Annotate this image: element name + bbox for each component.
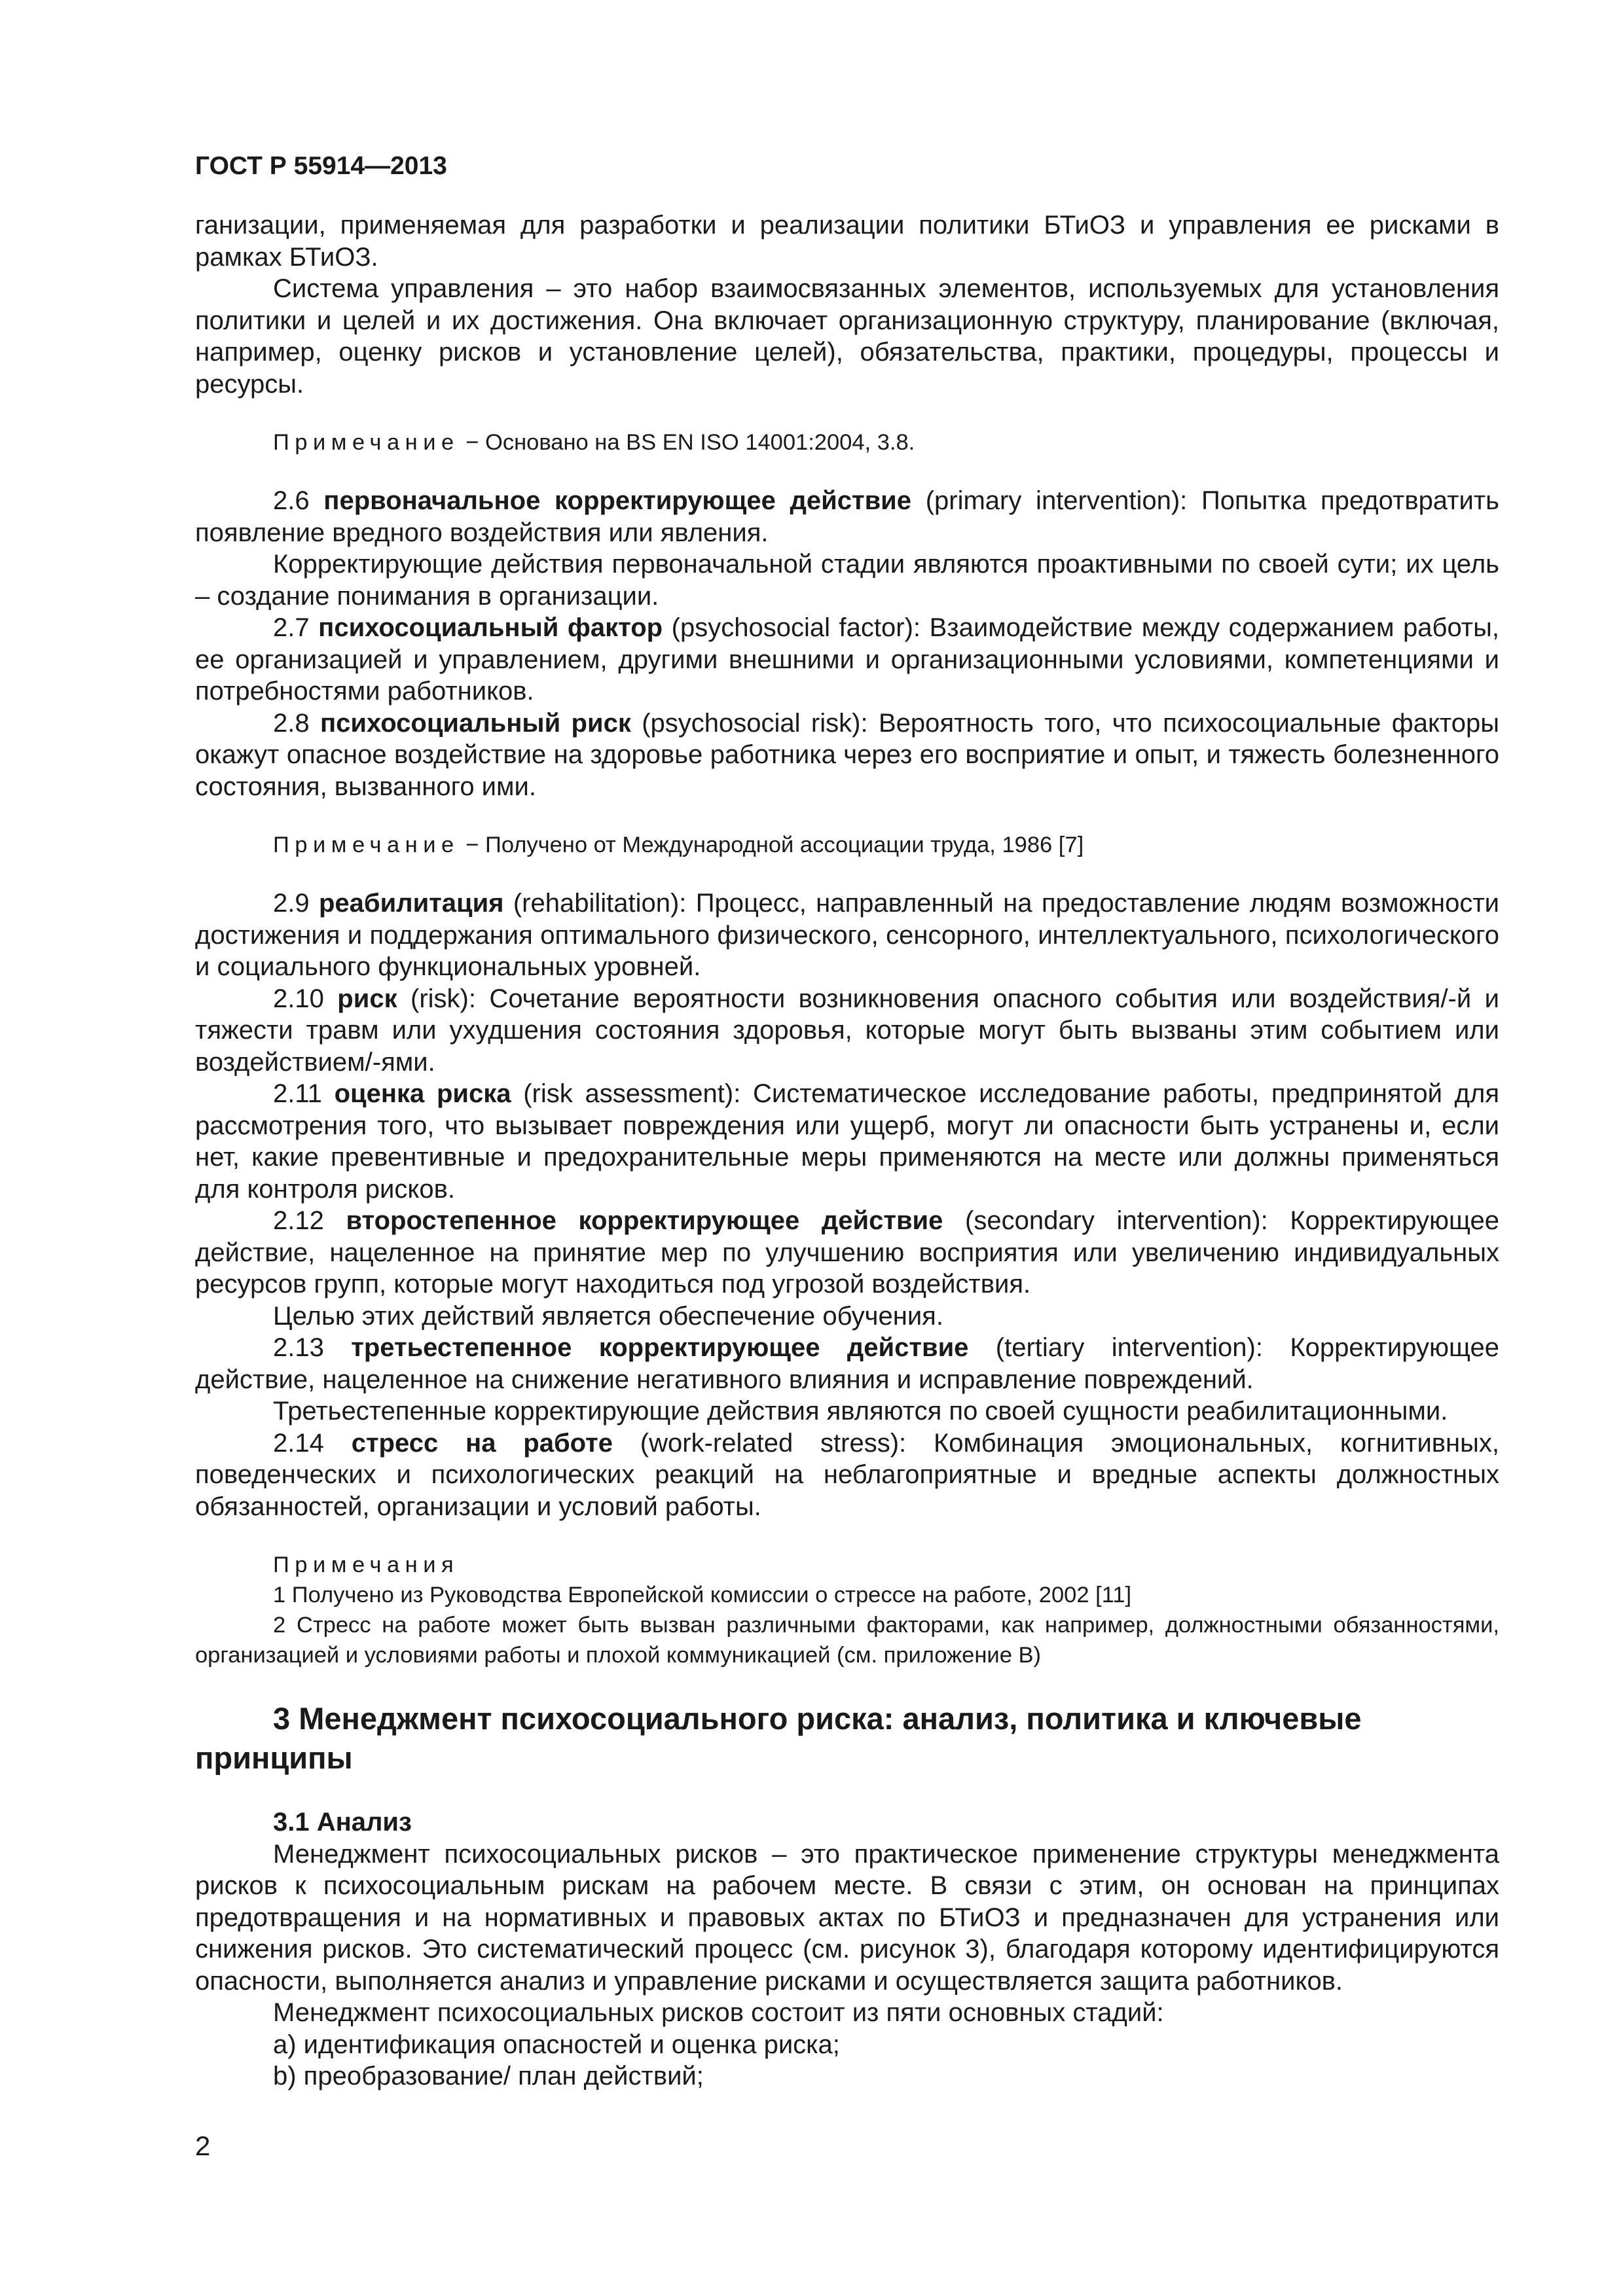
term-2-6-extra: Корректирующие действия первоначальной стадии являются проактивными по своей сути; их цель – создание понимания в организации. (195, 550, 1499, 611)
term-definition: (primary intervention): Попытка предотвратить появление вредного воздействия или явления. (195, 486, 1500, 547)
note-label: Примечание (273, 833, 460, 857)
term-2-13-extra: Третьестепенные корректирующие действия являются по своей сущности реабилитационными. (273, 1397, 1448, 1426)
term-definition: (risk assessment): Систематическое исследование работы, предпринятой для рассмотрения того, что вызывает повреждения или ущерб, могут ли опасности быть устранены и, если нет, какие превентивные и предохранительные меры применяются на месте или должны применяться для контроля рисков. (195, 1079, 1499, 1204)
list-item-b: b) преобразование/ план действий; (273, 2062, 704, 2090)
note-text: − Основано на BS EN ISO 14001:2004, 3.8. (459, 430, 915, 455)
paragraph-management-system: Система управления – это набор взаимосвязанных элементов, используемых для установления политики и целей и их достижения. Она включает организационную структуру, планирование (включая, например, оценку рисков и установление целей), обязательства, практики, процедуры, процессы и ресурсы. (195, 274, 1499, 399)
notes-label: Примечания (273, 1552, 460, 1577)
term-name: первоначальное корректирующее действие (323, 486, 912, 515)
term-2-13 (195, 1332, 1499, 1395)
term-number: 2.11 (273, 1079, 335, 1108)
term-definition: (tertiary intervention): Корректирующее действие, нацеленное на снижение негативного влияния и исправление повреждений. (195, 1333, 1499, 1394)
term-2-7 (195, 612, 1499, 708)
subsection-3-1-title: 3.1 Анализ (273, 1808, 412, 1837)
term-name: третьестепенное корректирующее действие (351, 1333, 969, 1362)
note-text: − Получено от Международной ассоциации труда, 1986 [7] (459, 833, 1084, 857)
term-number: 2.12 (273, 1206, 346, 1235)
section-3-1-paragraph-1: Менеджмент психосоциальных рисков – это практическое применение структуры менеджмента рисков к психосоциальным рискам на рабочем месте. В связи с этим, он основан на принципах предотвращения и на нормативных и правовых актах по БТиОЗ и предназначен для устранения или снижения рисков. Это систематический процесс (см. рисунок 3), благодаря которому идентифицируются опасности, выполняется анализ и управление рисками и осуществляется защита работников. (195, 1839, 1499, 1996)
term-number: 2.9 (273, 889, 319, 918)
term-definition: (secondary intervention): Корректирующее действие, нацеленное на принятие мер по улучшению восприятия или увеличению индивидуальных ресурсов групп, которые могут находиться под угрозой воздействия. (195, 1206, 1499, 1299)
term-number: 2.13 (273, 1333, 352, 1362)
term-name: психосоциальный фактор (318, 613, 663, 642)
term-definition: (rehabilitation): Процесс, направленный на предоставление людям возможности достижения и поддержания оптимального физического, сенсорного, интеллектуального, психологического и социального функциональных уровней. (195, 889, 1500, 981)
section-3-1-paragraph-2: Менеджмент психосоциальных рисков состоит из пяти основных стадий: (273, 1998, 1164, 2027)
term-name: психосоциальный риск (320, 708, 631, 738)
term-2-6 (195, 485, 1499, 548)
term-number: 2.8 (273, 708, 320, 738)
term-2-9 (195, 888, 1499, 983)
list-item-a: a) идентификация опасностей и оценка риска; (273, 2030, 840, 2059)
note-label: Примечание (273, 430, 460, 455)
term-number: 2.14 (273, 1428, 352, 1458)
term-number: 2.6 (273, 486, 324, 515)
standard-header: ГОСТ Р 55914—2013 (195, 152, 447, 180)
section-3-title: 3 Менеджмент психосоциального риска: анализ, политика и ключевые принципы (195, 1701, 1362, 1775)
paragraph-continuation: ганизации, применяемая для разработки и реализации политики БТиОЗ и управления ее рисками в рамках БТиОЗ. (195, 211, 1499, 272)
page-content (195, 149, 1499, 2092)
term-definition: (risk): Сочетание вероятности возникновения опасного события или воздействия/-й и тяжести травм или ухудшения состояния здоровья, которые могут быть вызваны этим событием или воздействием/-ями. (195, 984, 1499, 1077)
term-name: реабилитация (318, 889, 504, 918)
term-2-12-extra: Целью этих действий является обеспечение обучения. (273, 1301, 943, 1331)
term-2-14 (195, 1427, 1499, 1523)
term-2-8 (195, 708, 1499, 803)
term-name: второстепенное корректирующее действие (346, 1206, 943, 1235)
note-1 (195, 427, 1499, 457)
note-3-item-2: 2 Стресс на работе может быть вызван различными факторами, как например, должностными обязанностями, организацией и условиями работы и плохой коммуникацией (см. приложение В) (195, 1613, 1499, 1668)
page-number: 2 (195, 2130, 211, 2161)
term-name: стресс на работе (351, 1428, 613, 1458)
note-3-item-1: 1 Получено из Руководства Европейской комиссии о стрессе на работе, 2002 [11] (273, 1583, 1132, 1607)
notes-3-label (195, 1550, 1499, 1580)
term-2-11 (195, 1078, 1499, 1205)
term-name: оценка риска (334, 1079, 511, 1108)
term-definition: (psychosocial factor): Взаимодействие между содержанием работы, ее организацией и управлением, другими внешними и организационными условиями, компетенциями и потребностями работников. (195, 613, 1499, 706)
term-number: 2.10 (273, 984, 338, 1013)
term-2-10 (195, 983, 1499, 1079)
term-name: риск (337, 984, 397, 1013)
note-2 (195, 830, 1499, 860)
term-number: 2.7 (273, 613, 319, 642)
term-definition: (psychosocial risk): Вероятность того, что психосоциальные факторы окажут опасное воздействие на здоровье работника через его восприятие и опыт, и тяжесть болезненного состояния, вызванного ими. (195, 708, 1500, 801)
term-2-12 (195, 1205, 1499, 1300)
term-definition: (work-related stress): Комбинация эмоциональных, когнитивных, поведенческих и психологических реакций на неблагоприятные и вредные аспекты должностных обязанностей, организации и условий работы. (195, 1428, 1500, 1521)
